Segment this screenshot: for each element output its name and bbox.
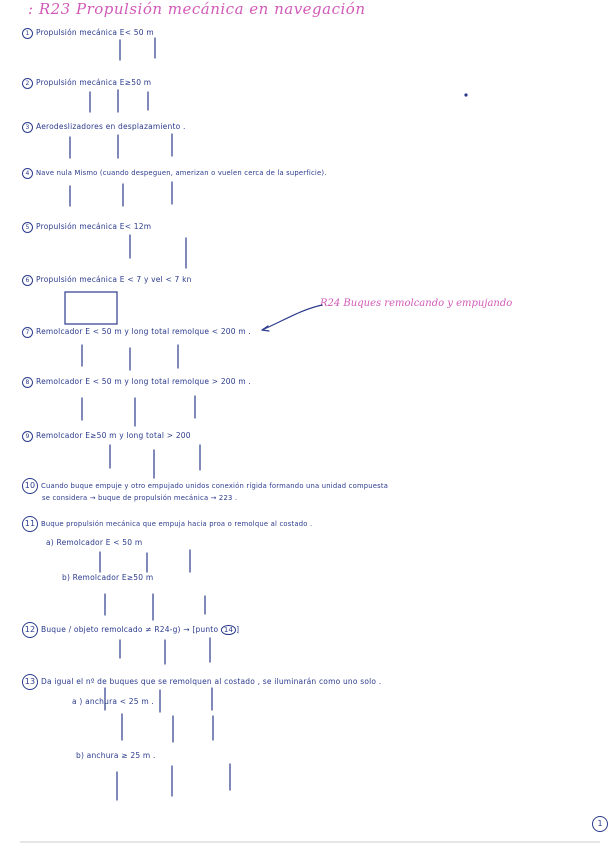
item-11: 11 Buque propulsión mecánica que empuja hacia proa o remolque al costado . (22, 516, 312, 532)
item-12: 12 Buque / objeto remolcado ≠ R24-g) → [punto 14 ] (22, 622, 239, 638)
item-13: 13 Da igual el nº de buques que se remolquen al costado , se iluminarán como uno solo . (22, 674, 381, 690)
item-9: 9 Remolcador E≥50 m y long total > 200 (22, 431, 191, 442)
item-6: 6 Propulsión mecánica E < 7 y vel < 7 kn (22, 275, 192, 286)
item-4: 4 Nave nula Mismo (cuando despeguen, amerizan o vuelen cerca de la superficie). (22, 168, 327, 179)
item-7: 7 Remolcador E < 50 m y long total remolque < 200 m . (22, 327, 251, 338)
item-1: 1 Propulsión mecánica E< 50 m (22, 28, 154, 39)
page-number: 1 (592, 816, 608, 832)
item-13b: b) anchura ≥ 25 m . (76, 751, 156, 760)
item-11a: a) Remolcador E < 50 m (46, 538, 143, 547)
item-5: 5 Propulsión mecánica E< 12m (22, 222, 151, 233)
item-8: 8 Remolcador E < 50 m y long total remolque > 200 m . (22, 377, 251, 388)
item-13a: a ) anchura < 25 m . (72, 697, 155, 706)
punto-ref: 14 (221, 625, 236, 635)
item-10-cont: se considera → buque de propulsión mecánica → 223 . (42, 494, 238, 502)
item-11b: b) Remolcador E≥50 m (62, 573, 154, 582)
r24-arrow (262, 305, 322, 330)
item-2: 2 Propulsión mecánica E≥50 m (22, 78, 151, 89)
light-box (65, 292, 117, 324)
item-10: 10 Cuando buque empuje y otro empujado unidos conexión rígida formando una unidad compuesta (22, 478, 388, 494)
item-3: 3 Aerodeslizadores en desplazamiento . (22, 122, 186, 133)
r24-note: R24 Buques remolcando y empujando (320, 298, 513, 309)
page-title: : R23 Propulsión mecánica en navegación (28, 0, 366, 18)
stray-dot (465, 94, 467, 96)
